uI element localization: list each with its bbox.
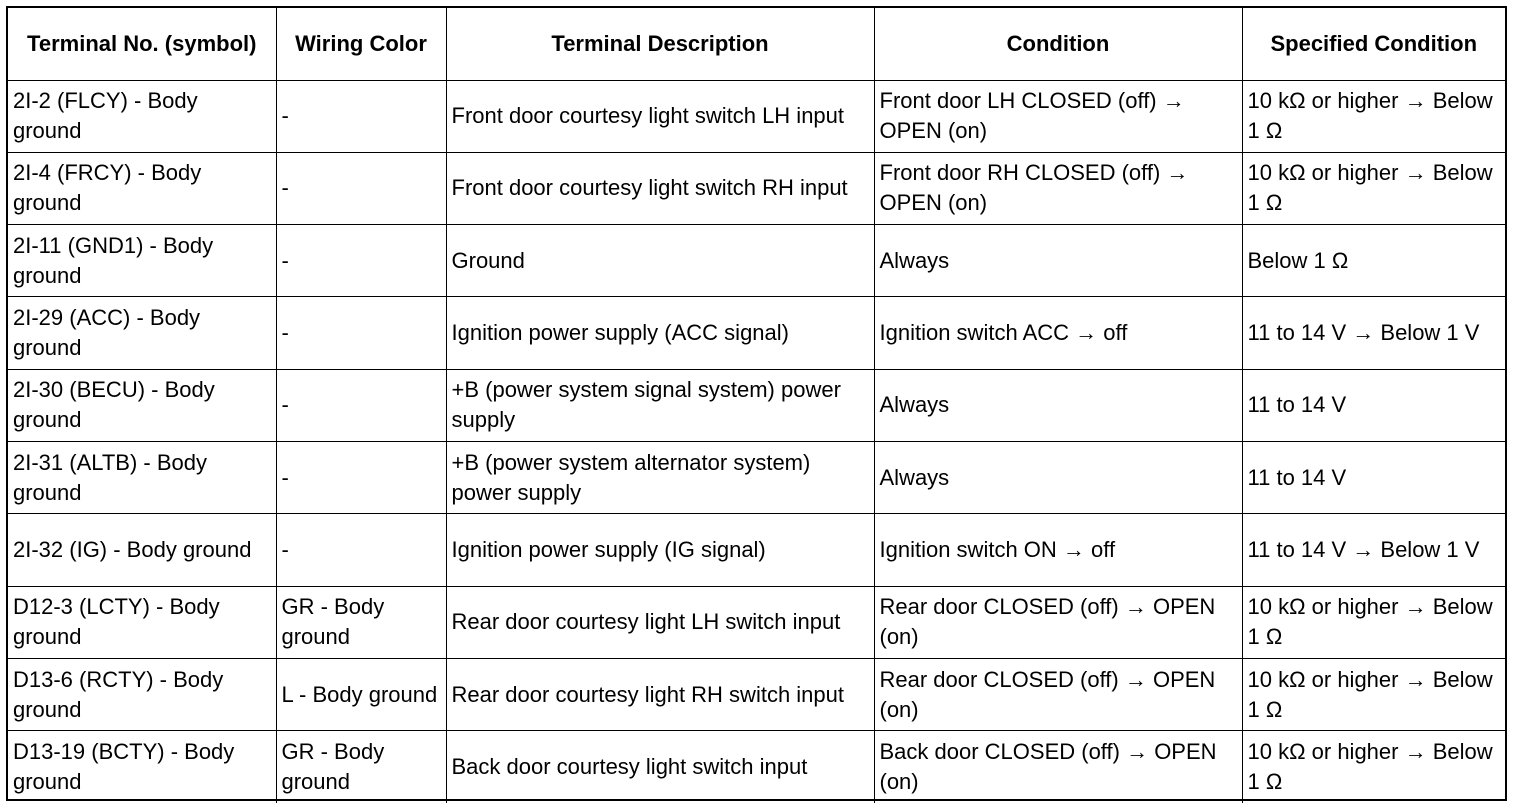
- table-row: [8, 441, 1505, 513]
- specified-condition-cell: 11 to 14 V → Below 1 V: [1242, 514, 1505, 586]
- condition-cell: Rear door CLOSED (off) → OPEN (on): [874, 586, 1242, 658]
- specified-condition-cell: 10 kΩ or higher → Below 1 Ω: [1242, 586, 1505, 658]
- header-condition: Condition: [874, 8, 1242, 80]
- condition-cell: Front door RH CLOSED (off) → OPEN (on): [874, 152, 1242, 224]
- specified-condition-cell: 10 kΩ or higher → Below 1 Ω: [1242, 658, 1505, 730]
- wiring-color-cell: L - Body ground: [276, 658, 446, 730]
- condition-cell: Back door CLOSED (off) → OPEN (on): [874, 731, 1242, 803]
- condition-cell: Front door LH CLOSED (off) → OPEN (on): [874, 80, 1242, 152]
- condition-cell: Always: [874, 441, 1242, 513]
- table-row: [8, 369, 1505, 441]
- description-cell: Ignition power supply (ACC signal): [446, 297, 874, 369]
- condition-cell: Ignition switch ACC → off: [874, 297, 1242, 369]
- specified-condition-cell: 11 to 14 V → Below 1 V: [1242, 297, 1505, 369]
- terminal-cell: 2I-11 (GND1) - Body ground: [8, 225, 276, 297]
- terminal-cell: D13-19 (BCTY) - Body ground: [8, 731, 276, 803]
- specified-condition-cell: 10 kΩ or higher → Below 1 Ω: [1242, 152, 1505, 224]
- condition-cell: Always: [874, 225, 1242, 297]
- terminal-cell: D13-6 (RCTY) - Body ground: [8, 658, 276, 730]
- wiring-color-cell: -: [276, 514, 446, 586]
- table-row: [8, 225, 1505, 297]
- wiring-color-cell: -: [276, 369, 446, 441]
- specified-condition-cell: 11 to 14 V: [1242, 441, 1505, 513]
- specified-condition-cell: Below 1 Ω: [1242, 225, 1505, 297]
- condition-cell: Rear door CLOSED (off) → OPEN (on): [874, 658, 1242, 730]
- wiring-color-cell: -: [276, 297, 446, 369]
- terminal-cell: 2I-29 (ACC) - Body ground: [8, 297, 276, 369]
- description-cell: Front door courtesy light switch RH input: [446, 152, 874, 224]
- terminal-cell: 2I-32 (IG) - Body ground: [8, 514, 276, 586]
- terminal-cell: D12-3 (LCTY) - Body ground: [8, 586, 276, 658]
- description-cell: +B (power system signal system) power supply: [446, 369, 874, 441]
- table-row: [8, 297, 1505, 369]
- header-wiring-color: Wiring Color: [276, 8, 446, 80]
- header-row: [8, 8, 1505, 80]
- description-cell: Rear door courtesy light RH switch input: [446, 658, 874, 730]
- terminal-table-frame: [6, 6, 1507, 801]
- wiring-color-cell: -: [276, 225, 446, 297]
- description-cell: Front door courtesy light switch LH input: [446, 80, 874, 152]
- terminal-cell: 2I-30 (BECU) - Body ground: [8, 369, 276, 441]
- header-terminal-no: Terminal No. (symbol): [8, 8, 276, 80]
- specified-condition-cell: 11 to 14 V: [1242, 369, 1505, 441]
- table-row: [8, 731, 1505, 803]
- terminal-cell: 2I-31 (ALTB) - Body ground: [8, 441, 276, 513]
- condition-cell: Always: [874, 369, 1242, 441]
- terminal-cell: 2I-4 (FRCY) - Body ground: [8, 152, 276, 224]
- wiring-color-cell: -: [276, 80, 446, 152]
- wiring-color-cell: -: [276, 152, 446, 224]
- table-row: [8, 514, 1505, 586]
- table-row: [8, 658, 1505, 730]
- table-row: [8, 152, 1505, 224]
- specified-condition-cell: 10 kΩ or higher → Below 1 Ω: [1242, 80, 1505, 152]
- description-cell: Rear door courtesy light LH switch input: [446, 586, 874, 658]
- wiring-color-cell: GR - Body ground: [276, 586, 446, 658]
- description-cell: +B (power system alternator system) power supply: [446, 441, 874, 513]
- wiring-color-cell: GR - Body ground: [276, 731, 446, 803]
- terminal-table: [8, 8, 1505, 803]
- terminal-cell: 2I-2 (FLCY) - Body ground: [8, 80, 276, 152]
- table-row: [8, 80, 1505, 152]
- table-row: [8, 586, 1505, 658]
- wiring-color-cell: -: [276, 441, 446, 513]
- condition-cell: Ignition switch ON → off: [874, 514, 1242, 586]
- description-cell: Back door courtesy light switch input: [446, 731, 874, 803]
- header-specified-condition: Specified Condition: [1242, 8, 1505, 80]
- specified-condition-cell: 10 kΩ or higher → Below 1 Ω: [1242, 731, 1505, 803]
- description-cell: Ignition power supply (IG signal): [446, 514, 874, 586]
- description-cell: Ground: [446, 225, 874, 297]
- header-terminal-description: Terminal Description: [446, 8, 874, 80]
